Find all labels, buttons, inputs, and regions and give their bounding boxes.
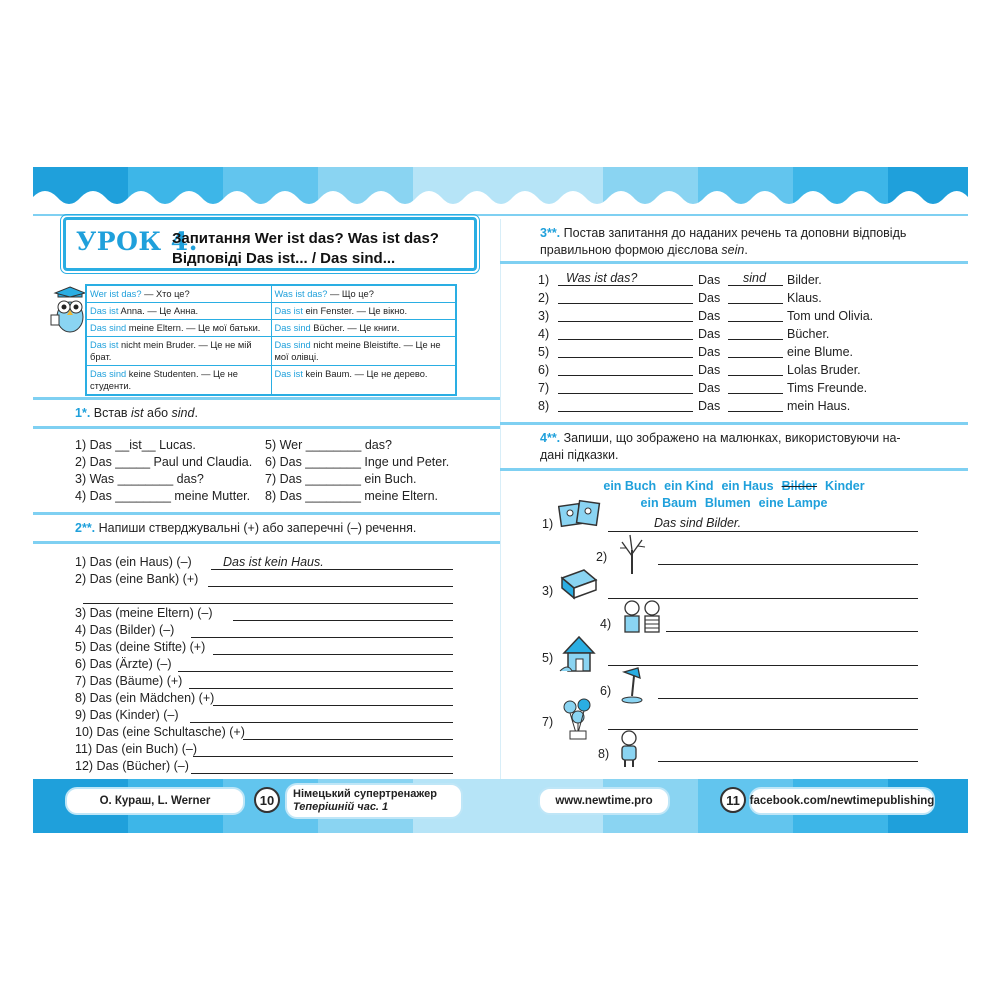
exercise-3-number-label: 7) <box>538 381 550 395</box>
child-icon <box>616 729 642 774</box>
divider <box>500 261 968 264</box>
grammar-keyword: Das ist <box>274 306 303 316</box>
exercise-3-das: Das <box>698 399 721 413</box>
instruction-verb: sein <box>721 243 745 257</box>
house-icon <box>558 633 600 680</box>
tree-icon <box>616 532 648 581</box>
exercise-3-number-label: 8) <box>538 399 550 413</box>
exercise-3-question-blank[interactable] <box>558 381 693 394</box>
exercise-2-item <box>75 708 179 722</box>
exercise-3-verb-blank[interactable] <box>728 399 783 412</box>
hint-row <box>500 478 968 495</box>
book-title: Німецький супертренажер <box>293 788 437 800</box>
exercise-4-number-label: 4) <box>600 617 612 631</box>
exercise-1-item: 3) Was ________ das? <box>75 472 204 486</box>
pictures-icon <box>558 499 602 534</box>
exercise-2-prompt: 9) Das (Kinder) (–) <box>75 708 179 722</box>
grammar-row <box>86 366 456 396</box>
exercise-4-number-label: 6) <box>600 684 612 698</box>
grammar-keyword: Das ist <box>274 369 303 379</box>
lamp-icon <box>618 666 654 711</box>
exercise-3-das: Das <box>698 345 721 359</box>
exercise-4-number-label: 8) <box>598 747 610 761</box>
exercise-1-item: 6) Das ________ Inge und Peter. <box>265 455 450 469</box>
exercise-1-instruction <box>75 406 198 420</box>
exercise-4-answer-line[interactable] <box>658 564 918 565</box>
grammar-cell <box>86 337 271 366</box>
exercise-4-header <box>500 422 968 472</box>
exercise-1-item: 2) Das _____ Paul und Claudia. <box>75 455 253 469</box>
exercise-3-header <box>500 219 968 259</box>
divider <box>33 512 500 515</box>
exercise-2-instruction <box>75 521 416 535</box>
exercise-2-item <box>75 742 197 756</box>
divider <box>33 541 500 544</box>
exercise-3-das: Das <box>698 381 721 395</box>
exercise-4-instruction <box>540 430 901 464</box>
exercise-2-answer-line[interactable] <box>243 739 453 740</box>
exercise-2-prompt: 7) Das (Bäume) (+) <box>75 674 183 688</box>
exercise-3-ending: Lolas Bruder. <box>787 363 861 377</box>
exercise-4-answer-line[interactable] <box>608 729 918 730</box>
hint-word: ein Haus <box>721 479 774 493</box>
exercise-2-item <box>75 691 214 705</box>
grammar-translation: meine Eltern. — Це мої батьки. <box>126 323 261 333</box>
exercise-2-item <box>75 640 205 654</box>
exercise-3-verb-blank[interactable] <box>728 309 783 322</box>
exercise-2-answer-line[interactable] <box>213 705 453 706</box>
instruction-text: Напиши стверджувальні (+) або заперечні (–) речення. <box>95 521 417 535</box>
grammar-cell <box>86 285 271 303</box>
exercise-2-answer-line[interactable] <box>190 722 453 723</box>
lesson-number: УРОК 4. <box>76 227 198 256</box>
exercise-3-number-label: 1) <box>538 273 550 287</box>
instruction-text: Запиши, що зображено на малюнках, використовуючи на- <box>560 431 901 445</box>
children-icon <box>618 599 666 644</box>
exercise-4-number: 4**. <box>540 431 561 445</box>
exercise-2-answer-line[interactable] <box>193 756 453 757</box>
grammar-row <box>86 337 456 366</box>
exercise-2-answer-line[interactable] <box>83 603 453 604</box>
exercise-3-ending: Bücher. <box>787 327 830 341</box>
exercise-4-answer-line[interactable] <box>608 531 918 532</box>
exercise-2-prompt: 5) Das (deine Stifte) (+) <box>75 640 206 654</box>
exercise-3-ending: eine Blume. <box>787 345 854 359</box>
grammar-cell <box>86 320 271 337</box>
exercise-1-item: 1) Das __ist__ Lucas. <box>75 438 196 452</box>
instruction-word-sind: sind <box>171 406 195 420</box>
exercise-4-answer-line[interactable] <box>666 631 918 632</box>
grammar-keyword: Das sind <box>90 323 127 333</box>
workbook-spread <box>33 167 968 833</box>
exercise-3-verb-blank[interactable] <box>728 363 783 376</box>
grammar-translation: — Хто це? <box>141 289 190 299</box>
hint-word: ein Buch <box>603 479 657 493</box>
exercise-3-number-label: 5) <box>538 345 550 359</box>
book-title-badge <box>285 783 463 819</box>
exercise-4-number-label: 7) <box>542 715 554 729</box>
exercise-3-das: Das <box>698 363 721 377</box>
grammar-translation: kein Baum. — Це не дерево. <box>302 369 428 379</box>
exercise-3-ending: mein Haus. <box>787 399 851 413</box>
grammar-translation: ein Fenster. — Це вікно. <box>302 306 408 316</box>
divider <box>500 422 968 425</box>
divider <box>500 468 968 471</box>
grammar-keyword: Das ist <box>90 340 119 350</box>
instruction-text: Постав запитання до наданих речень та доповни відповідь <box>560 226 907 240</box>
exercise-1-item: 5) Wer ________ das? <box>265 438 392 452</box>
grammar-cell <box>86 303 271 320</box>
exercise-1-item: 7) Das ________ ein Buch. <box>265 472 417 486</box>
exercise-1-items <box>75 437 450 505</box>
exercise-3-das: Das <box>698 327 721 341</box>
exercise-3-question-blank[interactable] <box>558 399 693 412</box>
exercise-2-prompt: 10) Das (eine Schultasche) (+) <box>75 725 245 739</box>
exercise-3-question-blank[interactable] <box>558 345 693 358</box>
exercise-3-das: Das <box>698 273 721 287</box>
instruction-text: правильною формою дієслова <box>540 243 722 257</box>
grammar-keyword: Wer ist das? <box>90 289 142 299</box>
exercise-2-answer-line[interactable] <box>178 671 453 672</box>
exercise-1-row <box>75 488 439 505</box>
exercise-2-prompt: 1) Das (ein Haus) (–) <box>75 555 192 569</box>
website-link[interactable]: www.newtime.pro <box>538 787 670 815</box>
exercise-2-item <box>75 759 189 773</box>
exercise-4-answer-line[interactable] <box>608 665 918 666</box>
exercise-2-item <box>75 606 213 620</box>
exercise-2-answer-line[interactable] <box>208 586 453 587</box>
exercise-1-item: 8) Das ________ meine Eltern. <box>265 489 439 503</box>
grammar-translation: nicht mein Bruder. — Це не мій брат. <box>90 340 252 362</box>
grammar-translation: nicht meine Bleistifte. — Це не мої олівці. <box>274 340 441 362</box>
exercise-2-answer-line[interactable] <box>213 654 453 655</box>
exercise-2-prompt: 3) Das (meine Eltern) (–) <box>75 606 213 620</box>
instruction-text: дані підказки. <box>540 448 619 462</box>
exercise-4-number-label: 2) <box>596 550 608 564</box>
book-icon <box>558 566 598 607</box>
exercise-3-instruction <box>540 225 906 259</box>
exercise-3-question-blank[interactable] <box>558 363 693 376</box>
exercise-2-item <box>75 674 182 688</box>
grammar-keyword: Das sind <box>274 323 311 333</box>
exercise-1-number: 1*. <box>75 406 91 420</box>
hint-word: Bilder <box>781 479 818 493</box>
instruction-word-ist: ist <box>131 406 144 420</box>
exercise-2-item <box>75 725 245 739</box>
exercise-3-ending: Klaus. <box>787 291 822 305</box>
grammar-row <box>86 303 456 320</box>
grammar-cell <box>271 337 456 366</box>
divider <box>33 397 500 400</box>
instruction-text: або <box>143 406 172 420</box>
grammar-table <box>85 284 457 396</box>
exercise-3-question-blank[interactable] <box>558 291 693 304</box>
exercise-2-prompt: 11) Das (ein Buch) (–) <box>75 742 198 756</box>
exercise-2-prompt: 12) Das (Bücher) (–) <box>75 759 189 773</box>
grammar-cell <box>271 303 456 320</box>
hint-word: eine Lampe <box>758 496 828 510</box>
exercise-2-item <box>75 572 198 586</box>
exercise-2-answer-line[interactable] <box>191 773 453 774</box>
exercise-3-number-label: 2) <box>538 291 550 305</box>
exercise-4-answer-line[interactable] <box>658 698 918 699</box>
grammar-keyword: Was ist das? <box>274 289 328 299</box>
exercise-3-das: Das <box>698 309 721 323</box>
instruction-text: . <box>194 406 198 420</box>
exercise-2-prompt: 2) Das (eine Bank) (+) <box>75 572 199 586</box>
exercise-2-answer-line[interactable] <box>233 620 453 621</box>
exercise-2-prompt: 8) Das (ein Mädchen) (+) <box>75 691 215 705</box>
lesson-header <box>63 217 477 271</box>
exercise-3-sample-verb: sind <box>743 271 766 285</box>
grammar-cell <box>86 366 271 396</box>
lesson-title <box>172 229 439 269</box>
exercise-3-number-label: 4) <box>538 327 550 341</box>
grammar-keyword: Das sind <box>274 340 311 350</box>
grammar-cell <box>271 366 456 396</box>
divider <box>33 426 500 429</box>
book-subtitle: Теперішній час. 1 <box>293 801 389 813</box>
exercise-3-question-blank[interactable] <box>558 327 693 340</box>
page-footer <box>33 779 968 833</box>
hint-word: Kinder <box>825 479 865 493</box>
flowers-icon <box>558 697 598 746</box>
exercise-2-number: 2**. <box>75 521 96 535</box>
exercise-2-item <box>75 623 174 637</box>
exercise-2-prompt: 6) Das (Ärzte) (–) <box>75 657 172 671</box>
exercise-3-verb-blank[interactable] <box>728 327 783 340</box>
exercise-3-ending: Bilder. <box>787 273 822 287</box>
exercise-3-question-blank[interactable] <box>558 309 693 322</box>
grammar-translation: Bücher. — Це книги. <box>310 323 400 333</box>
exercise-1-row <box>75 454 450 471</box>
exercise-3-ending: Tims Freunde. <box>787 381 868 395</box>
hint-word: ein Kind <box>664 479 714 493</box>
instruction-text: Встав <box>90 406 132 420</box>
grammar-keyword: Das sind <box>90 369 127 379</box>
exercise-2-header <box>33 512 500 544</box>
exercise-4-number-label: 5) <box>542 651 554 665</box>
exercise-1-row <box>75 471 417 488</box>
exercise-3-sample-question: Was ist das? <box>566 271 638 285</box>
exercise-3-number-label: 6) <box>538 363 550 377</box>
exercise-3-verb-blank[interactable] <box>728 345 783 358</box>
exercise-1-row <box>75 437 392 454</box>
lesson-title-line-2: Відповіді Das ist... / Das sind... <box>172 250 396 267</box>
hint-word: ein Baum <box>640 496 697 510</box>
grammar-translation: keine Studenten. — Це не студенти. <box>90 369 238 391</box>
exercise-3-number: 3**. <box>540 226 561 240</box>
grammar-keyword: Das ist <box>90 306 119 316</box>
exercise-2-prompt: 4) Das (Bilder) (–) <box>75 623 175 637</box>
instruction-text: . <box>744 243 748 257</box>
exercise-3-verb-blank[interactable] <box>728 381 783 394</box>
lesson-title-line-1: Запитання Wer ist das? Was ist das? <box>172 230 439 247</box>
grammar-row <box>86 320 456 337</box>
grammar-translation: Anna. — Це Анна. <box>118 306 199 316</box>
exercise-2-answer-line[interactable] <box>211 569 453 570</box>
grammar-cell <box>271 320 456 337</box>
exercise-1-header <box>33 397 500 429</box>
exercise-3-ending: Tom und Olivia. <box>787 309 874 323</box>
exercise-2-sample-answer: Das ist kein Haus. <box>223 555 324 569</box>
exercise-2-answer-line[interactable] <box>189 688 453 689</box>
exercise-1-item: 4) Das ________ meine Mutter. <box>75 489 251 503</box>
authors-label: О. Кураш, L. Werner <box>65 787 245 815</box>
exercise-4-answer-line[interactable] <box>658 761 918 762</box>
exercise-3-number-label: 3) <box>538 309 550 323</box>
exercise-3-verb-blank[interactable] <box>728 291 783 304</box>
exercise-3-das: Das <box>698 291 721 305</box>
facebook-link[interactable]: facebook.com/newtimepublishing <box>749 787 935 815</box>
exercise-2-item <box>75 555 192 569</box>
grammar-cell <box>271 285 456 303</box>
page-number-left: 10 <box>254 787 280 813</box>
page-number-right: 11 <box>720 787 746 813</box>
exercise-4-number-label: 3) <box>542 584 554 598</box>
exercise-4-sample-answer: Das sind Bilder. <box>654 516 742 530</box>
hint-word: Blumen <box>704 496 751 510</box>
exercise-2-answer-line[interactable] <box>191 637 453 638</box>
grammar-row <box>86 285 456 303</box>
exercise-2-item <box>75 657 172 671</box>
grammar-translation: — Що це? <box>327 289 374 299</box>
exercise-4-number-label: 1) <box>542 517 554 531</box>
